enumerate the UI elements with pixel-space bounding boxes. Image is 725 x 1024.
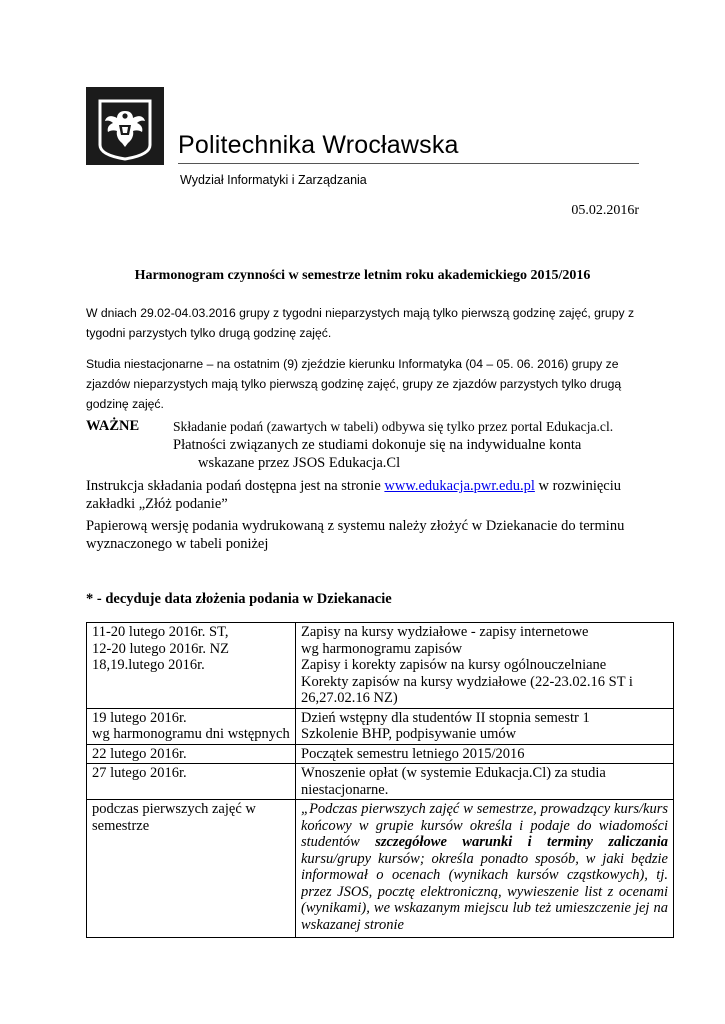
first-class-rules-text: [301, 801, 668, 934]
table-cell-activity: [296, 744, 674, 764]
table-row: [87, 744, 674, 764]
rules-text-part-c: kursu/grupy kursów; określa ponadto sposób, w jaki będzie informował o ocenach (wynikach kursów cząstkowych), tj. przez JSOS, pocztę elektroniczną, wywieszenie list z ocenami (wynikami), we wskazanym miejscu lub też umieszczenie jej na wskazanej stronie: [301, 850, 668, 933]
header-divider: [178, 163, 639, 164]
instruction-paragraph: [86, 477, 646, 513]
important-line-3: wskazane przez JSOS Edukacja.Cl: [198, 455, 401, 471]
university-name: Politechnika Wrocławska: [178, 131, 459, 159]
table-cell-date: [87, 800, 296, 938]
cell-line: Wnoszenie opłat (w systemie Edukacja.Cl) za studia niestacjonarne.: [301, 765, 606, 798]
important-line-2: Płatności związanych ze studiami dokonuje się na indywidualne konta: [173, 437, 582, 453]
cell-line: Zapisy na kursy wydziałowe - zapisy internetowe: [301, 624, 589, 640]
table-row: [87, 764, 674, 800]
instruction-text-after: w rozwinięciu zakładki „Złóż podanie”: [86, 478, 622, 512]
paragraph-full-time: W dniach 29.02-04.03.2016 grupy z tygodni nieparzystych mają tylko pierwszą godzinę zajęć, grupy z tygodni parzystych tylko drugą godzinę zajęć.: [86, 306, 635, 340]
important-line-1: Składanie podań (zawartych w tabeli) odbywa się tylko przez portal Edukacja.cl.: [173, 419, 614, 434]
table-cell-date: [87, 764, 296, 800]
instruction-text-before: Instrukcja składania podań dostępna jest na stronie: [86, 478, 385, 494]
cell-line: 19 lutego 2016r.: [92, 709, 187, 726]
table-row: [87, 708, 674, 744]
table-cell-date: [87, 623, 296, 709]
decision-note: * - decyduje data złożenia podania w Dziekanacie: [86, 591, 392, 607]
rules-text-part-a: „Podczas pierwszych zajęć w semestrze, prowadzący kurs/kurs końcowy w grupie kursów określa i podaje do wiadomości studentów: [301, 801, 668, 850]
edukacja-link[interactable]: www.edukacja.pwr.edu.pl: [384, 478, 535, 494]
rules-text-emphasis: szczegółowe warunki i terminy zaliczania: [375, 834, 668, 850]
table-cell-date: [87, 744, 296, 764]
document-title: Harmonogram czynności w semestrze letnim roku akademickiego 2015/2016: [134, 268, 591, 283]
table-cell-activity: [296, 623, 674, 709]
table-cell-activity: [296, 764, 674, 800]
cell-line: wg harmonogramu dni wstępnych: [92, 726, 290, 742]
table-cell-date: [87, 708, 296, 744]
cell-line: podczas pierwszych zajęć w semestrze: [92, 801, 256, 834]
cell-line: Dzień wstępny dla studentów II stopnia semestr 1: [301, 709, 590, 726]
cell-line: Szkolenie BHP, podpisywanie umów: [301, 726, 517, 742]
cell-line: 27 lutego 2016r.: [92, 765, 187, 781]
important-label: WAŻNE: [86, 418, 140, 434]
cell-line: 12-20 lutego 2016r. NZ: [92, 640, 229, 657]
schedule-table: [86, 622, 674, 938]
table-cell-activity: [296, 708, 674, 744]
cell-line: 18,19.lutego 2016r.: [92, 657, 205, 673]
table-row: [87, 800, 674, 938]
eagle-emblem-icon: [86, 87, 164, 165]
cell-line: 22 lutego 2016r.: [92, 745, 187, 762]
university-logo: [86, 87, 164, 165]
cell-line: Zapisy i korekty zapisów na kursy ogólnouczelniane: [301, 657, 607, 673]
paragraph-part-time: Studia niestacjonarne – na ostatnim (9) zjeździe kierunku Informatyka (04 – 05. 06. 2016) grupy ze zjazdów nieparzystych mają tylko pierwszą godzinę zajęć, grupy ze zjazdów parzystych tylko drugą godzinę zajęć.: [86, 357, 622, 411]
cell-line: wg harmonogramu zapisów: [301, 640, 463, 657]
document-date: 05.02.2016r: [571, 203, 639, 218]
cell-line: Początek semestru letniego 2015/2016: [301, 745, 525, 762]
faculty-name: Wydział Informatyki i Zarządzania: [180, 173, 367, 187]
cell-line: 11-20 lutego 2016r. ST,: [92, 624, 229, 640]
cell-line: Korekty zapisów na kursy wydziałowe (22-23.02.16 ST i 26,27.02.16 NZ): [301, 673, 633, 706]
table-cell-activity: [296, 800, 674, 938]
paper-version-note: Papierową wersję podania wydrukowaną z systemu należy złożyć w Dziekanacie do terminu wyznaczonego w tabeli poniżej: [86, 518, 625, 552]
table-row: [87, 623, 674, 709]
